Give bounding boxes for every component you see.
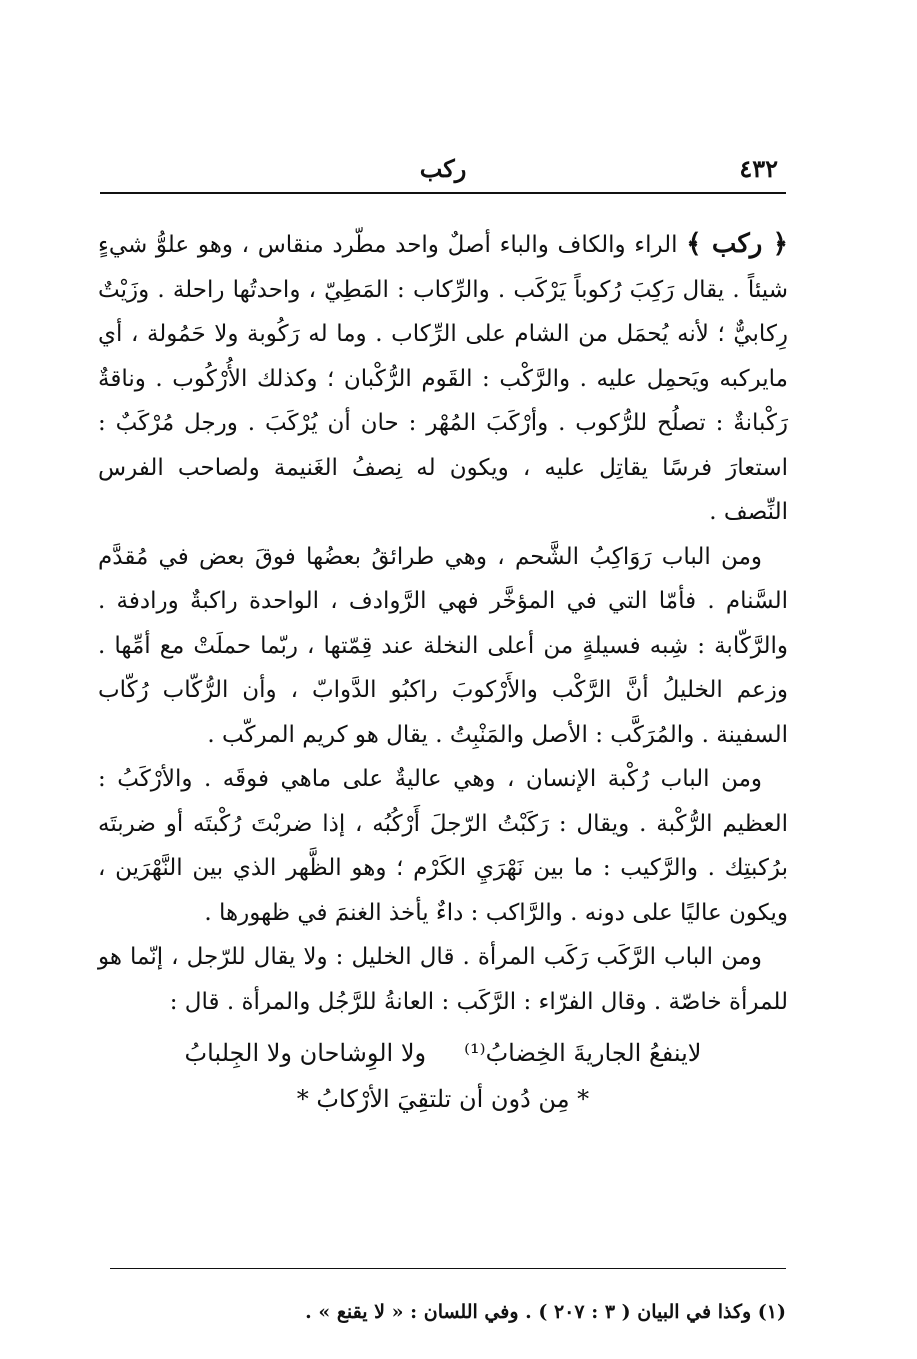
verse-line-1 xyxy=(98,1030,788,1076)
page-number: ٤٣٢ xyxy=(739,154,778,183)
entry-headword: ﴿ ركب ﴾ xyxy=(686,229,788,259)
footnote-rule xyxy=(110,1268,786,1269)
paragraph-1-text: الراء والكاف والباء أصلٌ واحد مطّرد منقاس ، وهو علوُّ شيءٍ شيئاً . يقال رَكِبَ رُكوباً يَرْكَب . والرِّكاب : المَطِيّ ، واحدتُها راحلة . وزَيْتٌ رِكابيٌّ ؛ لأنه يُحمَل من الشام على الرِّكاب . وما له رَكُوبة ولا حَمُولة ، أي مايركبه ويَحمِل عليه . والرَّكْب : القَوم الرُّكْبان ؛ وكذلك الأُرْكُوب . وناقةٌ رَكْبانةٌ : تصلُح للرُّكوب . وأرْكَبَ المُهْر : حان أن يُرْكَبَ . ورجل مُرْكَبٌ : استعارَ فرسًا يقاتِل عليه ، ويكون له نِصفُ الغَنيمة ولصاحب الفرس النِّصف . xyxy=(98,232,788,525)
page-header xyxy=(100,150,786,190)
paragraph-2: ومن الباب رَوَاكِبُ الشَّحم ، وهي طرائقُ بعضُها فوقَ بعض في مُقدَّم السَّنام . فأمّا التي في المؤخَّر فهي الرَّوادف ، الواحدة راكبةٌ ورادفة . والرَّكّابة : شِبه فسيلةٍ من أعلى النخلة عند قِمّتها ، ربّما حملَتْ مع أمِّها . وزعم الخليلُ أنَّ الرَّكْب والأَرْكوبَ راكبُو الدَّوابّ ، وأن الرُّكّاب رُكّاب السفينة . والمُرَكَّب : الأصل والمَنْبِتُ . يقال هو كريم المركّب . xyxy=(98,543,788,748)
paragraph-3: ومن الباب رُكْبة الإنسان ، وهي عاليةٌ على ماهي فوقَه . والأرْكَبُ : العظيم الرُّكْبة . ويقال : رَكَبْتُ الرّجلَ أَرْكُبُه ، إذا ضربْتَ رُكْبتَه أو ضربتَه برُكبتِك . والرَّكيب : ما بين نَهْرَيِ الكَرْم ؛ وهو الظَّهر الذي بين النَّهْرَين ، ويكون عاليًا على دونه . والرَّاكب : داءٌ يأخذ الغنمَ في ظهورها . xyxy=(98,766,788,926)
verse-line-2: * مِن دُون أن تلتقِيَ الأرْكابُ * xyxy=(296,1085,590,1113)
running-head: ركب xyxy=(419,154,467,183)
verse-hemistich-1: لاينفعُ الجاريةَ الخِضابُ⁽¹⁾ xyxy=(464,1039,702,1067)
verse-hemistich-2: ولا الوِشاحان ولا الجِلبابُ xyxy=(184,1039,427,1067)
paragraph-4: ومن الباب الرَّكَب رَكَب المرأة . قال الخليل : ولا يقال للرّجل ، إنّما هو للمرأة خاصّة . وقال الفرّاء : الرَّكَب : العانةُ للرَّجُل والمرأة . قال : xyxy=(98,944,788,1015)
header-rule xyxy=(100,192,786,194)
entry-body xyxy=(98,222,788,1122)
paragraph-1 xyxy=(98,222,788,535)
footnote: (١) وكذا في البيان ( ٣ : ٢٠٧ ) . وفي اللسان : « لا يقنع » . xyxy=(305,1301,786,1323)
